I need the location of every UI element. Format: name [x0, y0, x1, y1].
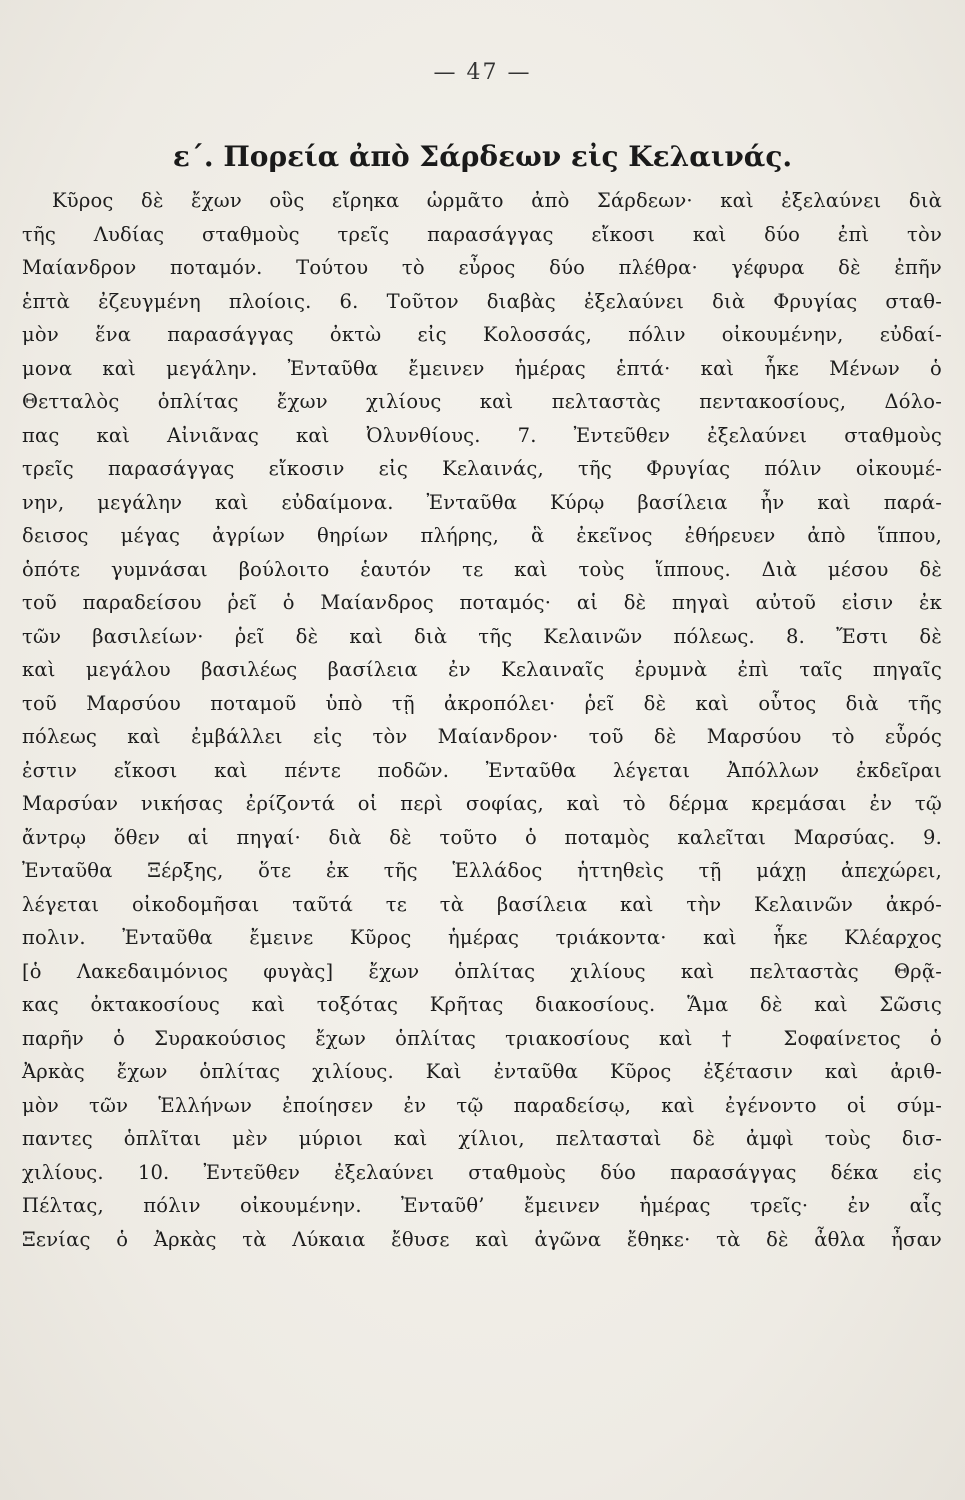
text-line: κας ὀκτακοσίους καὶ τοξότας Κρῆτας διακοσίους. Ἅμα δὲ καὶ Σῶσις [22, 993, 942, 1016]
text-line: Ἐνταῦθα Ξέρξης, ὅτε ἐκ τῆς Ἑλλάδος ἡττηθεὶς τῇ μάχῃ ἀπεχώρει, [22, 859, 942, 882]
text-line: Μαίανδρον ποταμόν. Τούτου τὸ εὖρος δύο πλέθρα· γέφυρα δὲ ἐπῆν [22, 256, 942, 279]
chapter-title: ε΄. Πορεία ἀπὸ Σάρδεων εἰς Κελαινάς. [172, 140, 793, 173]
text-line: καὶ μεγάλου βασιλέως βασίλεια ἐν Κελαιναῖς ἐρυμνὰ ἐπὶ ταῖς πηγαῖς [22, 658, 942, 681]
text-line: Μαρσύαν νικήσας ἐρίζοντά οἱ περὶ σοφίας, καὶ τὸ δέρμα κρεμάσαι ἐν τῷ [22, 792, 942, 815]
text-line: πόλεως καὶ ἐμβάλλει εἰς τὸν Μαίανδρον· τοῦ δὲ Μαρσύου τὸ εὖρός [22, 725, 942, 748]
text-line: πας καὶ Αἰνιᾶνας καὶ Ὀλυνθίους. 7. Ἐντεῦθεν ἐξελαύνει σταθμοὺς [22, 423, 942, 447]
text-line: τοῦ Μαρσύου ποταμοῦ ὑπὸ τῇ ἀκροπόλει· ῥεῖ δὲ καὶ οὗτος διὰ τῆς [22, 691, 942, 715]
text-line: τῆς Λυδίας σταθμοὺς τρεῖς παρασάγγας εἴκοσι καὶ δύο ἐπὶ τὸν [22, 222, 942, 246]
text-line: Πέλτας, πόλιν οἰκουμένην. Ἐνταῦθ’ ἔμεινεν ἡμέρας τρεῖς· ἐν αἷς [22, 1194, 942, 1217]
body-text [22, 184, 942, 1256]
text-line: ἐστιν εἴκοσι καὶ πέντε ποδῶν. Ἐνταῦθα λέγεται Ἀπόλλων ἐκδεῖραι [22, 758, 942, 782]
text-line: πολιν. Ἐνταῦθα ἔμεινε Κῦρος ἡμέρας τριάκοντα· καὶ ἧκε Κλέαρχος [22, 926, 942, 949]
text-line: ἑπτὰ ἐζευγμένη πλοίοις. 6. Τοῦτον διαβὰς ἐξελαύνει διὰ Φρυγίας σταθ- [22, 289, 942, 313]
page-number: — 47 — [433, 60, 532, 85]
text-line: λέγεται οἰκοδομῆσαι ταῦτά τε τὰ βασίλεια καὶ τὴν Κελαινῶν ἀκρό- [22, 892, 942, 916]
text-line: ὁπότε γυμνάσαι βούλοιτο ἑαυτόν τε καὶ τοὺς ἵππους. Διὰ μέσου δὲ [22, 557, 942, 581]
text-line: [ὁ Λακεδαιμόνιος φυγὰς] ἔχων ὁπλίτας χιλίους καὶ πελταστὰς Θρᾷ- [22, 959, 942, 983]
text-line: Κῦρος δὲ ἔχων οὓς εἴρηκα ὡρμᾶτο ἀπὸ Σάρδεων· καὶ ἐξελαύνει διὰ [52, 189, 942, 212]
text-line: ἄντρῳ ὅθεν αἱ πηγαί· διὰ δὲ τοῦτο ὁ ποταμὸς καλεῖται Μαρσύας. 9. [22, 825, 942, 849]
text-line: παντες ὁπλῖται μὲν μύριοι καὶ χίλιοι, πελτασταὶ δὲ ἀμφὶ τοὺς δισ- [22, 1127, 942, 1150]
text-line: Ξενίας ὁ Ἀρκὰς τὰ Λύκαια ἔθυσε καὶ ἀγῶνα ἔθηκε· τὰ δὲ ἆθλα ἦσαν [22, 1227, 942, 1251]
text-line: μονα καὶ μεγάλην. Ἐνταῦθα ἔμεινεν ἡμέρας ἑπτά· καὶ ἧκε Μένων ὁ [22, 356, 942, 380]
text-line: τῶν βασιλείων· ῥεῖ δὲ καὶ διὰ τῆς Κελαινῶν πόλεως. 8. Ἔστι δὲ [22, 624, 942, 648]
text-line: νην, μεγάλην καὶ εὐδαίμονα. Ἐνταῦθα Κύρῳ βασίλεια ἦν καὶ παρά- [22, 490, 942, 514]
text-line: χιλίους. 10. Ἐντεῦθεν ἐξελαύνει σταθμοὺς δύο παρασάγγας δέκα εἰς [22, 1160, 942, 1184]
text-line: Ἀρκὰς ἔχων ὁπλίτας χιλίους. Καὶ ἐνταῦθα Κῦρος ἐξέτασιν καὶ ἀριθ- [22, 1060, 942, 1083]
text-line: μὸν ἕνα παρασάγγας ὀκτὼ εἰς Κολοσσάς, πόλιν οἰκουμένην, εὐδαί- [22, 323, 942, 346]
text-line: τρεῖς παρασάγγας εἴκοσιν εἰς Κελαινάς, τῆς Φρυγίας πόλιν οἰκουμέ- [22, 457, 942, 480]
text-line: μὸν τῶν Ἑλλήνων ἐποίησεν ἐν τῷ παραδείσῳ, καὶ ἐγένοντο οἱ σύμ- [22, 1093, 942, 1117]
text-line: τοῦ παραδείσου ῥεῖ ὁ Μαίανδρος ποταμός· αἱ δὲ πηγαὶ αὐτοῦ εἰσιν ἐκ [22, 591, 942, 614]
text-line: παρῆν ὁ Συρακούσιος ἔχων ὁπλίτας τριακοσίους καὶ † Σοφαίνετος ὁ [22, 1026, 942, 1050]
text-line: δεισος μέγας ἀγρίων θηρίων πλήρης, ἃ ἐκεῖνος ἐθήρευεν ἀπὸ ἵππου, [22, 524, 942, 547]
text-line: Θετταλὸς ὁπλίτας ἔχων χιλίους καὶ πελταστὰς πεντακοσίους, Δόλο- [22, 390, 942, 413]
